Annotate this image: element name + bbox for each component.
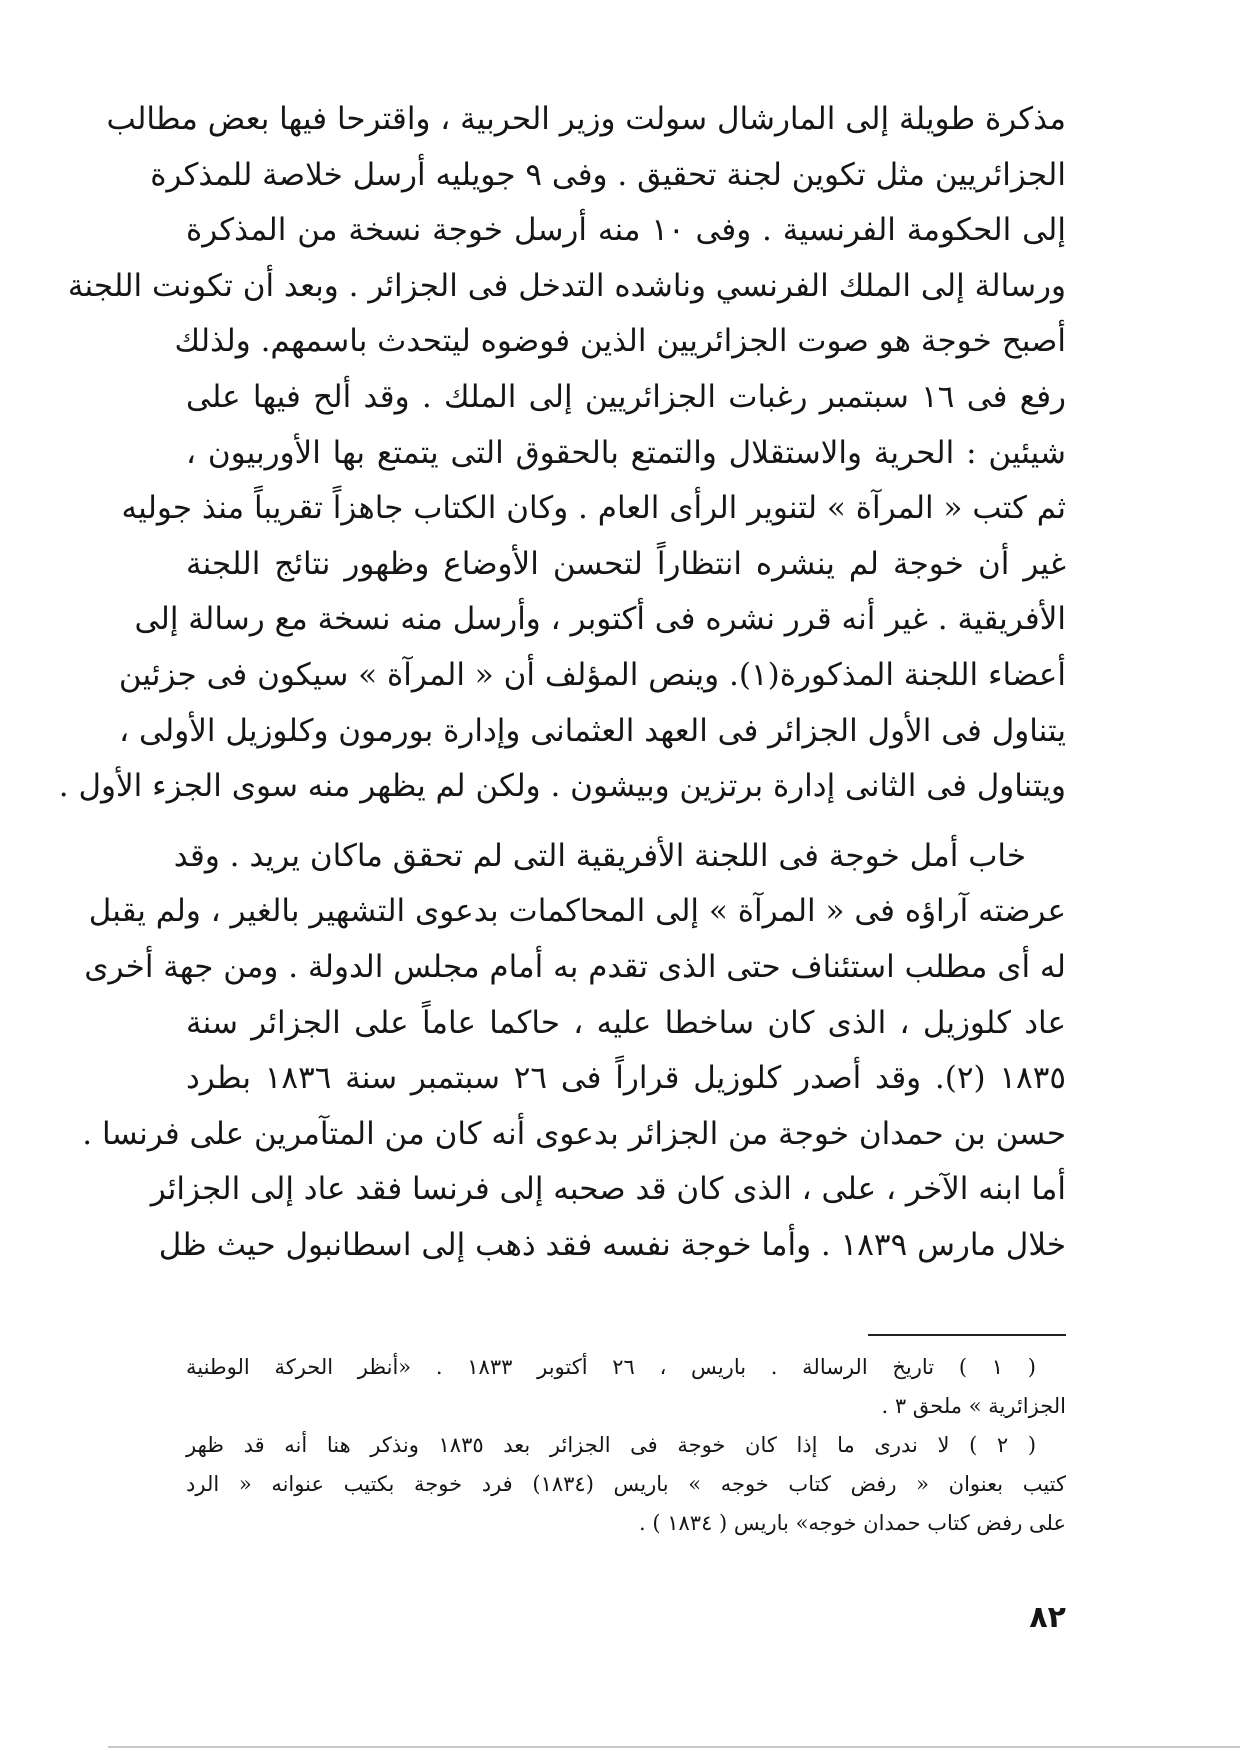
footnote-line: ( ٢ ) لا ندرى ما إذا كان خوجة فى الجزائر بعد ١٨٣٥ ونذكر هنا أنه قد ظهر [186, 1433, 1037, 1457]
text-line: أعضاء اللجنة المذكورة(١). وينص المؤلف أن « المرآة » سيكون فى جزئين [118, 656, 1066, 693]
text-line: خلال مارس ١٨٣٩ . وأما خوجة نفسه فقد ذهب إلى اسطانبول حيث ظل [158, 1226, 1066, 1263]
text-line: حسن بن حمدان خوجة من الجزائر بدعوى أنه كان من المتآمرين على فرنسا . [82, 1115, 1066, 1152]
text-line: ويتناول فى الثانى إدارة برتزين وبيشون . ولكن لم يظهر منه سوى الجزء الأول . [58, 768, 1066, 805]
text-line: عاد كلوزيل ، الذى كان ساخطا عليه ، حاكما عاماً على الجزائر سنة [186, 1004, 1066, 1041]
text-line: غير أن خوجة لم ينشره انتظاراً لتحسن الأوضاع وظهور نتائج اللجنة [186, 545, 1066, 582]
footnote-2 [186, 1426, 1066, 1543]
text-line: ثم كتب « المرآة » لتنوير الرأى العام . وكان الكتاب جاهزاً تقريباً منذ جوليه [121, 490, 1066, 527]
text-line: ورسالة إلى الملك الفرنسي وناشده التدخل فى الجزائر . وبعد أن تكونت اللجنة [67, 267, 1066, 304]
page-number: ٨٢ [1029, 1600, 1066, 1635]
text-line: رفع فى ١٦ سبتمبر رغبات الجزائريين إلى الملك . وقد ألح فيها على [186, 378, 1067, 415]
text-line: أما ابنه الآخر ، على ، الذى كان قد صحبه إلى فرنسا فقد عاد إلى الجزائر [150, 1171, 1066, 1208]
text-line: أصبح خوجة هو صوت الجزائريين الذين فوضوه ليتحدث باسمهم. ولذلك [174, 323, 1066, 360]
paragraph-gap [186, 815, 1066, 829]
text-line: له أى مطلب استئناف حتى الذى تقدم به أمام مجلس الدولة . ومن جهة أخرى [84, 948, 1066, 985]
paragraph [82, 829, 1067, 1274]
footnote-line: على رفض كتاب حمدان خوجه» باريس ( ١٨٣٤ ) . [639, 1511, 1066, 1535]
text-line: مذكرة طويلة إلى المارشال سولت وزير الحربية ، واقترحا فيها بعض مطالب [106, 101, 1066, 137]
text-line: خاب أمل خوجة فى اللجنة الأفريقية التى لم تحقق ماكان يريد . وقد [173, 837, 1026, 874]
body-text [58, 92, 1067, 1273]
footnote-separator [868, 1334, 1066, 1336]
text-line: إلى الحكومة الفرنسية . وفى ١٠ منه أرسل خوجة نسخة من المذكرة [186, 212, 1066, 249]
footnote-line: كتيب بعنوان « رفض كتاب خوجه » باريس (١٨٣٤) فرد خوجة بكتيب عنوانه « الرد [186, 1472, 1067, 1496]
footnote-1 [186, 1348, 1066, 1426]
text-line: يتناول فى الأول الجزائر فى العهد العثمانى وإدارة بورمون وكلوزيل الأولى ، [119, 712, 1066, 749]
paragraph [58, 92, 1067, 815]
page-bottom-edge [108, 1746, 1240, 1748]
text-line: الأفريقية . غير أنه قرر نشره فى أكتوبر ، وأرسل منه نسخة مع رسالة إلى [134, 601, 1066, 638]
text-line: الجزائريين مثل تكوين لجنة تحقيق . وفى ٩ جويليه أرسل خلاصة للمذكرة [150, 156, 1066, 193]
text-line: عرضته آراؤه فى « المرآة » إلى المحاكمات بدعوى التشهير بالغير ، ولم يقبل [88, 893, 1066, 930]
footnotes [186, 1348, 1066, 1543]
footnote-line: ( ١ ) تاريخ الرسالة . باريس ، ٢٦ أكتوبر ١٨٣٣ . «أنظر الحركة الوطنية [186, 1355, 1036, 1379]
text-line: ١٨٣٥ (٢). وقد أصدر كلوزيل قراراً فى ٢٦ سبتمبر سنة ١٨٣٦ بطرد [186, 1060, 1067, 1097]
footnote-line: الجزائرية » ملحق ٣ . [881, 1394, 1066, 1418]
text-line: شيئين : الحرية والاستقلال والتمتع بالحقوق التى يتمتع بها الأوربيون ، [186, 434, 1066, 471]
